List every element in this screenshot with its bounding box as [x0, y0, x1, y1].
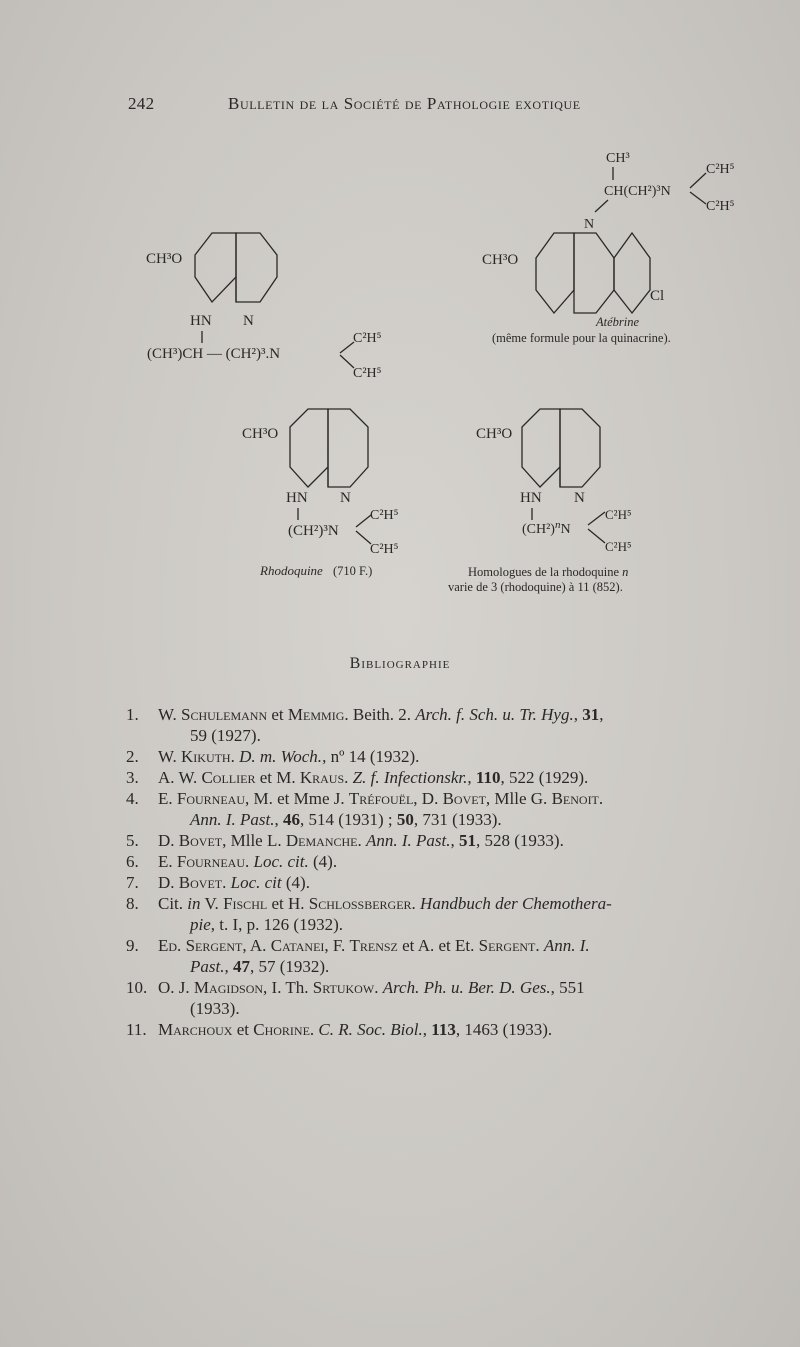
running-header	[128, 94, 688, 118]
structure-atebrine	[478, 140, 778, 345]
s1-chain: (CH³)CH — (CH²)³.N	[147, 346, 281, 362]
rhodoquine-n: N	[340, 490, 351, 506]
entry-text: Ed. Sergent, A. Catanei, F. Trensz et A. et Et. Sergent. Ann. I.	[158, 936, 590, 955]
homologues-n: N	[574, 490, 585, 506]
atebrine-ch3o: CH³O	[482, 252, 519, 268]
entry-number: 5.	[126, 831, 139, 850]
entry-number: 1.	[126, 705, 139, 724]
entry-text: D. Bovet, Mlle L. Demanche. Ann. I. Past., 51, 528 (1933).	[158, 831, 564, 850]
entry-continuation: Past., 47, 57 (1932).	[190, 957, 330, 976]
entry-text: W. Kikuth. D. m. Woch., nº 14 (1932).	[158, 747, 420, 766]
homologues-c2h5-top: C²H⁵	[605, 507, 632, 522]
bibliography-entry	[126, 704, 766, 746]
bibliography-entry	[126, 767, 766, 788]
bibliography-entry	[126, 851, 766, 872]
entry-text: O. J. Magidson, I. Th. Srtukow. Arch. Ph. u. Ber. D. Ges., 551	[158, 978, 585, 997]
entry-number: 3.	[126, 768, 139, 787]
bibliography-entry	[126, 1019, 766, 1040]
ring-a	[195, 233, 236, 302]
entry-number: 9.	[126, 936, 139, 955]
rhodoquine-chain: (CH²)³N	[288, 523, 339, 539]
atebrine-c2h5-bottom: C²H⁵	[706, 199, 735, 214]
s1-c2h5-bottom: C²H⁵	[353, 366, 382, 381]
structure-1	[140, 225, 400, 385]
entry-continuation: 59 (1927).	[190, 726, 261, 745]
entry-number: 10.	[126, 978, 148, 997]
bibliography-heading: Bibliographie	[349, 655, 451, 672]
entry-continuation: (1933).	[190, 999, 240, 1018]
homologues-hn: HN	[520, 490, 542, 506]
bibliography-list	[126, 704, 766, 1040]
ring-ho-a	[522, 409, 560, 487]
rhodoquine-name: Rhodoquine	[260, 563, 323, 578]
ring-ho-b	[560, 409, 600, 487]
entry-text: Marchoux et Chorine. C. R. Soc. Biol., 113, 1463 (1933).	[158, 1020, 553, 1039]
homologues-caption-line2: varie de 3 (rhodoquine) à 11 (852).	[448, 580, 623, 594]
s1-n: N	[243, 313, 254, 329]
atebrine-cl: Cl	[650, 288, 665, 304]
journal-title: Bulletin de la Société de Pathologie exotique	[228, 94, 581, 113]
entry-number: 6.	[126, 852, 139, 871]
atebrine-ch-chain: CH(CH²)³N	[604, 184, 671, 199]
entry-continuation: pie, t. I, p. 126 (1932).	[190, 915, 343, 934]
bibliography-entry	[126, 977, 766, 1019]
entry-number: 4.	[126, 789, 139, 808]
ring-acr-b	[574, 233, 614, 313]
s1-ch3o: CH³O	[146, 251, 183, 267]
rhodoquine-hn: HN	[286, 490, 308, 506]
ring-rh-b	[328, 409, 368, 487]
bibliography-entry	[126, 935, 766, 977]
s1-c2h5-top: C²H⁵	[353, 331, 382, 346]
bibliography-entry	[126, 746, 766, 767]
entry-number: 11.	[126, 1020, 147, 1039]
atebrine-note: (même formule pour la quinacrine).	[492, 331, 671, 345]
structure-homologues	[448, 405, 720, 595]
entry-text: W. Schulemann et Memmig. Beith. 2. Arch. f. Sch. u. Tr. Hyg., 31,	[158, 705, 604, 724]
rhodoquine-c2h5-bottom: C²H⁵	[370, 542, 399, 557]
bibliography-entry	[126, 788, 766, 830]
entry-number: 7.	[126, 873, 139, 892]
entry-text: E. Fourneau. Loc. cit. (4).	[158, 852, 338, 871]
bibliography-entry	[126, 872, 766, 893]
entry-text: E. Fourneau, M. et Mme J. Tréfouël, D. Bovet, Mlle G. Benoit.	[158, 789, 604, 808]
rhodoquine-ch3o: CH³O	[242, 426, 279, 442]
entry-text: A. W. Collier et M. Kraus. Z. f. Infectionskr., 110, 522 (1929).	[158, 768, 589, 787]
entry-number: 2.	[126, 747, 139, 766]
homologues-c2h5-bottom: C²H⁵	[605, 539, 632, 554]
bibliography-entry	[126, 893, 766, 935]
entry-number: 8.	[126, 894, 139, 913]
ring-rh-a	[290, 409, 328, 487]
atebrine-c2h5-top: C²H⁵	[706, 162, 735, 177]
atebrine-n: N	[584, 217, 595, 232]
atebrine-ch3: CH³	[606, 151, 630, 166]
homologues-ch3o: CH³O	[476, 426, 513, 442]
entry-text: D. Bovet. Loc. cit (4).	[158, 873, 310, 892]
ring-b	[236, 233, 277, 302]
rhodoquine-c2h5-top: C²H⁵	[370, 508, 399, 523]
entry-text: Cit. in V. Fischl et H. Schlossberger. Handbuch der Chemothera-	[158, 894, 612, 913]
entry-continuation: Ann. I. Past., 46, 514 (1931) ; 50, 731 (1933).	[190, 810, 502, 829]
page-number: 242	[128, 94, 155, 113]
bibliography-entry	[126, 830, 766, 851]
ring-acr-a	[536, 233, 574, 313]
s1-hn: HN	[190, 313, 212, 329]
homologues-caption-line1: Homologues de la rhodoquine n	[468, 565, 629, 579]
homologues-chain: $(CH^2)^nN$	[522, 519, 571, 537]
structure-rhodoquine	[240, 405, 420, 585]
atebrine-name: Atébrine	[596, 315, 640, 329]
ring-acr-c	[614, 233, 650, 313]
rhodoquine-code: (710 F.)	[333, 564, 373, 578]
